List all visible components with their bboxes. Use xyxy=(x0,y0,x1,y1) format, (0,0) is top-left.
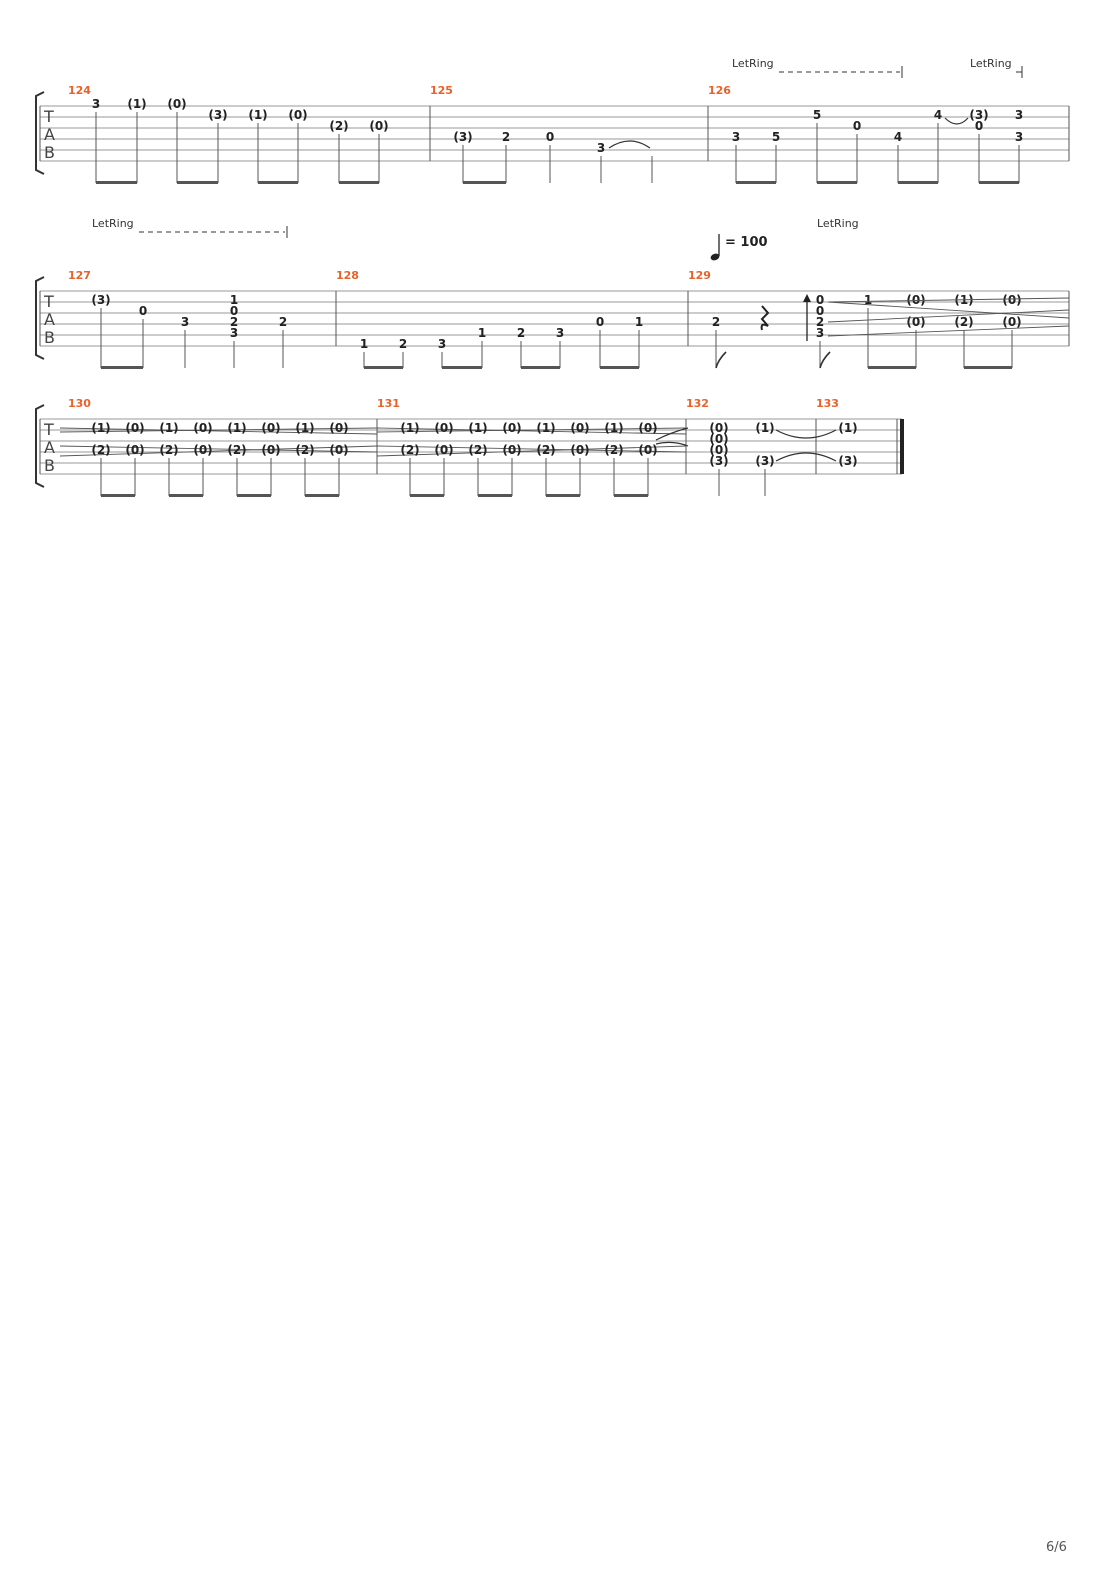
measure-number: 126 xyxy=(708,84,731,97)
measure-number: 133 xyxy=(816,397,839,410)
fret-number: 5 xyxy=(812,108,822,122)
fret-number: 0 xyxy=(852,119,862,133)
fret-number: 1 xyxy=(229,293,239,307)
fret-number: (2) xyxy=(604,443,624,457)
fret-number: (0) xyxy=(709,432,729,446)
let-ring-label: LetRing xyxy=(817,217,859,230)
fret-number: 0 xyxy=(815,304,825,318)
system-3 xyxy=(36,397,904,497)
fret-number: 2 xyxy=(815,315,825,329)
fret-number: (2) xyxy=(954,315,974,329)
fret-number: (1) xyxy=(755,421,775,435)
fret-number: 3 xyxy=(555,326,565,340)
let-ring-label: LetRing xyxy=(732,57,774,70)
tempo-marking xyxy=(710,234,768,262)
fret-number: 3 xyxy=(1014,108,1024,122)
fret-number: (2) xyxy=(329,119,349,133)
fret-number: 3 xyxy=(180,315,190,329)
system-1 xyxy=(36,57,1069,184)
beam xyxy=(478,494,512,497)
tab-clef-a: A xyxy=(44,125,55,144)
fret-number: (3) xyxy=(208,108,228,122)
beam xyxy=(600,366,639,369)
tempo-label: = 100 xyxy=(725,235,768,250)
fret-number: 2 xyxy=(229,315,239,329)
fret-number: (0) xyxy=(638,421,658,435)
beam xyxy=(101,366,143,369)
fret-number: (0) xyxy=(369,119,389,133)
fret-number: (3) xyxy=(709,454,729,468)
fret-number: (1) xyxy=(295,421,315,435)
eighth-flag xyxy=(820,352,830,368)
quarter-rest-icon xyxy=(762,306,768,330)
fret-number: (3) xyxy=(91,293,111,307)
beam xyxy=(258,181,298,184)
beam xyxy=(339,181,379,184)
fret-number: 3 xyxy=(91,97,101,111)
fret-number: (1) xyxy=(248,108,268,122)
fret-number: 2 xyxy=(711,315,721,329)
fret-number: (3) xyxy=(755,454,775,468)
beam xyxy=(169,494,203,497)
tab-clef-b: B xyxy=(44,143,55,162)
fret-number: 2 xyxy=(501,130,511,144)
beam xyxy=(177,181,218,184)
measure-number: 130 xyxy=(68,397,91,410)
fret-number: (2) xyxy=(227,443,247,457)
fret-number: (1) xyxy=(227,421,247,435)
fret-number: (0) xyxy=(709,443,729,457)
fret-number: 4 xyxy=(933,108,943,122)
tab-clef-t: T xyxy=(44,420,54,439)
beam xyxy=(442,366,482,369)
fret-number: (3) xyxy=(453,130,473,144)
fret-number: 0 xyxy=(138,304,148,318)
beam xyxy=(463,181,506,184)
fret-number: (0) xyxy=(502,443,522,457)
fret-number: (1) xyxy=(468,421,488,435)
fret-number: (1) xyxy=(400,421,420,435)
fret-number: (0) xyxy=(261,443,281,457)
fret-number: (0) xyxy=(125,443,145,457)
tab-clef-t: T xyxy=(44,107,54,126)
tab-clef-t: T xyxy=(44,292,54,311)
beam xyxy=(521,366,560,369)
tab-clef-b: B xyxy=(44,328,55,347)
fret-number: 2 xyxy=(516,326,526,340)
beam xyxy=(237,494,271,497)
tie xyxy=(776,453,836,461)
fret-number: (2) xyxy=(295,443,315,457)
page-number: 6/6 xyxy=(1046,1540,1067,1555)
measure-number: 128 xyxy=(336,269,359,282)
beam xyxy=(101,494,135,497)
beam xyxy=(979,181,1019,184)
eighth-flag xyxy=(716,352,726,368)
measure-number: 125 xyxy=(430,84,453,97)
measure-number: 127 xyxy=(68,269,91,282)
beam xyxy=(364,366,403,369)
fret-number: 0 xyxy=(974,119,984,133)
final-barline-thick xyxy=(900,419,904,474)
fret-number: (0) xyxy=(288,108,308,122)
beam xyxy=(96,181,137,184)
fret-number: (0) xyxy=(167,97,187,111)
fret-number: (2) xyxy=(400,443,420,457)
fret-number: 0 xyxy=(595,315,605,329)
fret-number: (0) xyxy=(570,421,590,435)
fret-number: (1) xyxy=(838,421,858,435)
fret-number: (1) xyxy=(127,97,147,111)
beam xyxy=(305,494,339,497)
fret-number: (0) xyxy=(329,421,349,435)
tab-clef-b: B xyxy=(44,456,55,475)
fret-number: 1 xyxy=(634,315,644,329)
fret-number: (0) xyxy=(502,421,522,435)
fret-number: 3 xyxy=(229,326,239,340)
fret-number: 2 xyxy=(398,337,408,351)
fret-number: 1 xyxy=(359,337,369,351)
beam xyxy=(868,366,916,369)
fret-number: (1) xyxy=(954,293,974,307)
measure-number: 124 xyxy=(68,84,91,97)
fret-number: (0) xyxy=(434,443,454,457)
fret-number: (0) xyxy=(1002,293,1022,307)
fret-number: (1) xyxy=(604,421,624,435)
beam xyxy=(614,494,648,497)
measure-number: 131 xyxy=(377,397,400,410)
fret-number: (0) xyxy=(434,421,454,435)
fret-number: (0) xyxy=(261,421,281,435)
tie xyxy=(776,430,836,438)
fret-number: (0) xyxy=(1002,315,1022,329)
beam xyxy=(410,494,444,497)
fret-number: (1) xyxy=(159,421,179,435)
fret-number: 3 xyxy=(437,337,447,351)
fret-number: (0) xyxy=(906,315,926,329)
tie xyxy=(609,141,650,148)
fret-number: (0) xyxy=(193,443,213,457)
fret-number: 3 xyxy=(731,130,741,144)
fret-number: 2 xyxy=(278,315,288,329)
fret-number: 4 xyxy=(893,130,903,144)
fret-number: 0 xyxy=(815,293,825,307)
fret-number: (0) xyxy=(709,421,729,435)
fret-number: (2) xyxy=(159,443,179,457)
measure-number: 132 xyxy=(686,397,709,410)
fret-number: (3) xyxy=(969,108,989,122)
fret-number: (0) xyxy=(906,293,926,307)
system-2 xyxy=(36,217,1069,369)
fret-number: 0 xyxy=(229,304,239,318)
measure-number: 129 xyxy=(688,269,711,282)
fret-number: 3 xyxy=(1014,130,1024,144)
strum-arrow-head xyxy=(803,294,811,302)
tie xyxy=(945,118,968,124)
tie xyxy=(656,442,688,446)
fret-number: (3) xyxy=(838,454,858,468)
fret-number: (2) xyxy=(91,443,111,457)
fret-number: 0 xyxy=(545,130,555,144)
beam xyxy=(546,494,580,497)
tab-clef-a: A xyxy=(44,310,55,329)
fret-number: (0) xyxy=(570,443,590,457)
fret-number: 1 xyxy=(477,326,487,340)
fret-number: (0) xyxy=(125,421,145,435)
fret-number: (0) xyxy=(638,443,658,457)
beam xyxy=(964,366,1012,369)
beam xyxy=(817,181,857,184)
fret-number: (1) xyxy=(91,421,111,435)
let-ring-label: LetRing xyxy=(970,57,1012,70)
fret-number: 5 xyxy=(771,130,781,144)
fret-number: 1 xyxy=(863,293,873,307)
tab-clef-a: A xyxy=(44,438,55,457)
beam xyxy=(898,181,938,184)
fret-number: 3 xyxy=(815,326,825,340)
fret-number: (1) xyxy=(536,421,556,435)
staff-lines xyxy=(40,106,1069,161)
beam xyxy=(736,181,776,184)
fret-number: (2) xyxy=(468,443,488,457)
fret-number: (0) xyxy=(329,443,349,457)
let-ring-label: LetRing xyxy=(92,217,134,230)
fret-number: 3 xyxy=(596,141,606,155)
fret-number: (2) xyxy=(536,443,556,457)
fret-number: (0) xyxy=(193,421,213,435)
